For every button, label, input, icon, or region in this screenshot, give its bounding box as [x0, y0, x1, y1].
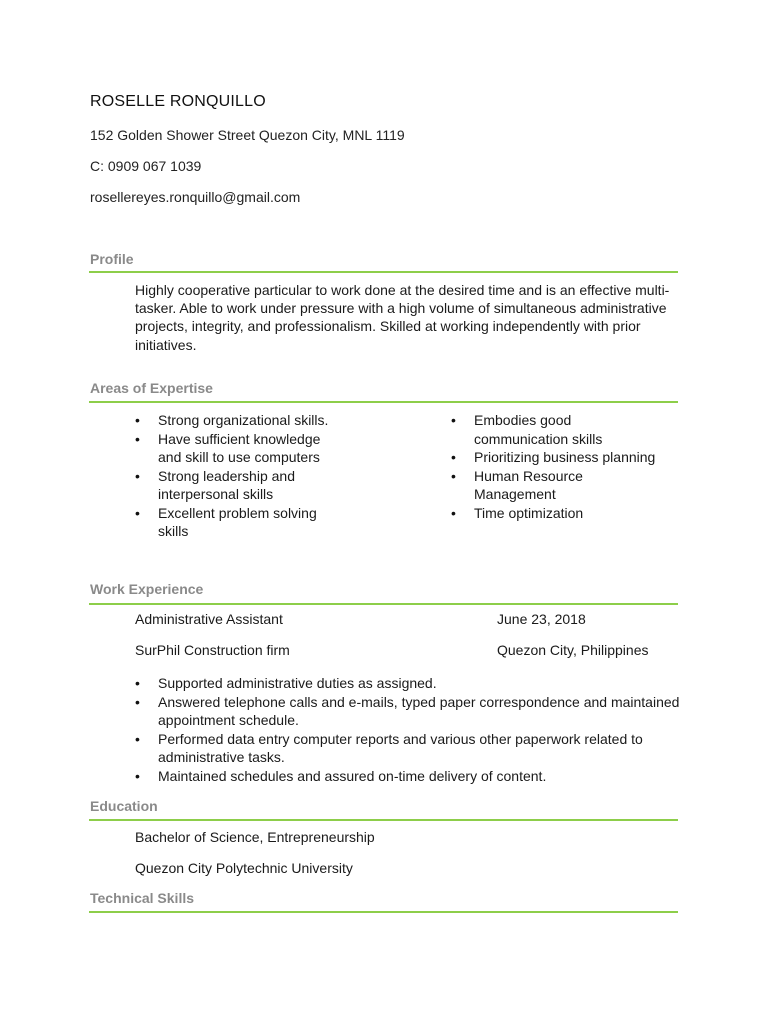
list-item: • Strong leadership and interpersonal skills: [135, 467, 335, 504]
section-title-technical: Technical Skills: [90, 890, 195, 906]
job-duties: [135, 674, 680, 785]
list-item: • Performed data entry computer reports and various other paperwork related to administrative tasks.: [135, 730, 680, 767]
section-divider: [89, 603, 678, 605]
section-title-profile: Profile: [90, 251, 134, 267]
list-item: • Answered telephone calls and e-mails, typed paper correspondence and maintained appointment schedule.: [135, 693, 680, 730]
section-divider: [89, 911, 678, 913]
job-company: SurPhil Construction firm: [135, 642, 290, 658]
list-item: • Excellent problem solving skills: [135, 504, 335, 541]
list-item: • Human Resource Management: [451, 467, 614, 504]
job-location: Quezon City, Philippines: [497, 642, 649, 658]
list-item: • Prioritizing business planning: [451, 448, 676, 467]
job-position: Administrative Assistant: [135, 611, 283, 627]
list-item: • Time optimization: [451, 504, 676, 523]
list-item: • Have sufficient knowledge and skill to use computers: [135, 430, 335, 467]
expertise-list-left: [135, 411, 335, 541]
section-title-expertise: Areas of Expertise: [90, 380, 213, 396]
education-degree: Bachelor of Science, Entrepreneurship: [135, 829, 375, 845]
section-divider: [89, 271, 678, 273]
education-school: Quezon City Polytechnic University: [135, 860, 353, 876]
job-date: June 23, 2018: [497, 611, 586, 627]
email: rosellereyes.ronquillo@gmail.com: [90, 189, 301, 205]
list-item: • Supported administrative duties as assigned.: [135, 674, 680, 693]
resume-name: ROSELLE RONQUILLO: [90, 93, 266, 110]
address: 152 Golden Shower Street Quezon City, MNL 1119: [90, 127, 405, 143]
section-divider: [89, 401, 678, 403]
list-item: • Maintained schedules and assured on-time delivery of content.: [135, 767, 680, 786]
section-divider: [89, 819, 678, 821]
section-title-education: Education: [90, 798, 158, 814]
list-item: • Strong organizational skills.: [135, 411, 335, 430]
profile-text: Highly cooperative particular to work done at the desired time and is an effective multi-tasker. Able to work under pressure with a high volume of simultaneous administrative projects, integrity, and professionalism. Skilled at working independently with prior initiatives.: [135, 282, 670, 353]
expertise-list-right: [451, 411, 676, 522]
section-title-work: Work Experience: [90, 581, 204, 597]
phone: C: 0909 067 1039: [90, 158, 202, 174]
list-item: • Embodies good communication skills: [451, 411, 634, 448]
